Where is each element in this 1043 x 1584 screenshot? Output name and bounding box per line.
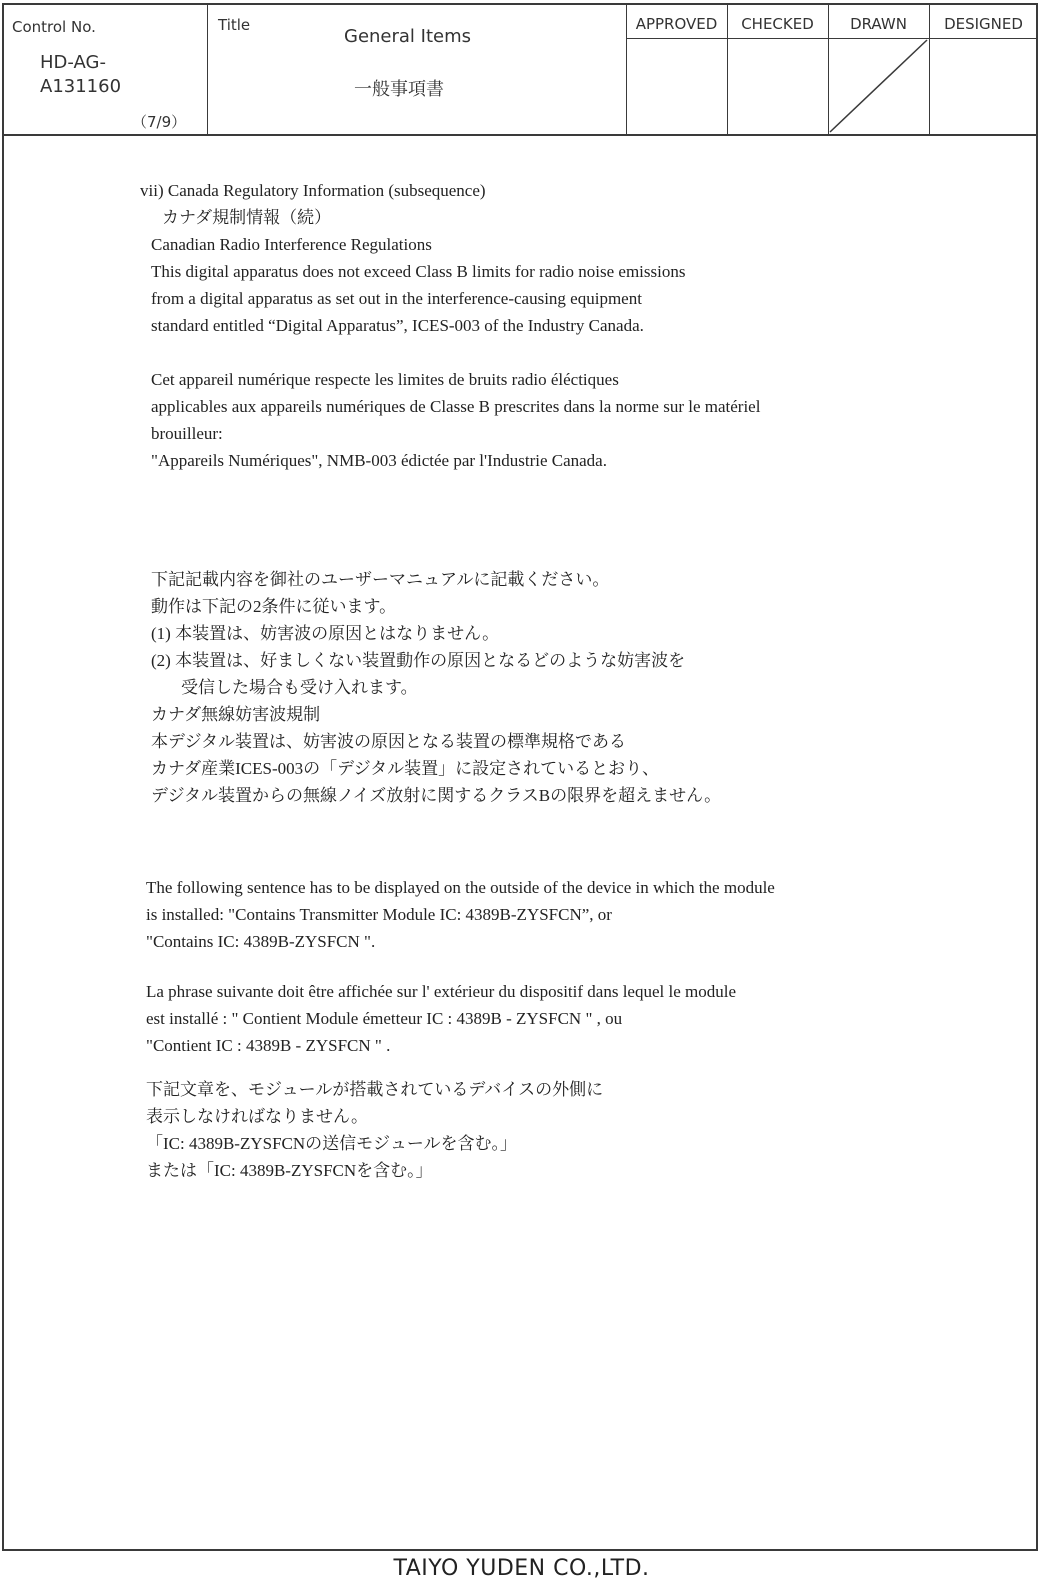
- paragraph-line: is installed: "Contains Transmitter Module IC: 4389B-ZYSFCN”, or: [146, 905, 612, 924]
- control-number-value-line2: A131160: [40, 76, 122, 97]
- paragraph-line: 「IC: 4389B-ZYSFCNの送信モジュールを含む。」: [146, 1134, 517, 1153]
- title-label: Title: [218, 16, 251, 34]
- paragraph-line: Cet appareil numérique respecte les limites de bruits radio éléctiques: [151, 370, 619, 389]
- label-requirement-en-section: [146, 874, 775, 955]
- drawn-cell-diagonal: [828, 38, 929, 134]
- paragraph-line: Canadian Radio Interference Regulations: [151, 235, 432, 254]
- paragraph-line: 表示しなければなりません。: [146, 1107, 369, 1126]
- paragraph-line: 下記文章を、モジュールが搭載されているデバイスの外側に: [146, 1080, 604, 1099]
- label-requirement-jp-section: [146, 1076, 603, 1184]
- blank-line: [140, 339, 760, 366]
- paragraph-line: "Contains IC: 4389B-ZYSFCN ".: [146, 932, 376, 951]
- paragraph-line: from a digital apparatus as set out in the interference-causing equipment: [151, 289, 642, 308]
- section-heading-jp: カナダ規制情報（続）: [162, 208, 332, 227]
- paragraph-line: "Contient IC : 4389B - ZYSFCN " .: [146, 1036, 391, 1055]
- paragraph-line: brouilleur:: [151, 424, 223, 443]
- paragraph-line: "Appareils Numériques", NMB-003 édictée par l'Industrie Canada.: [151, 451, 607, 470]
- label-requirement-fr-section: [146, 978, 736, 1059]
- paragraph-line: standard entitled “Digital Apparatus”, ICES-003 of the Industry Canada.: [151, 316, 644, 335]
- paragraph-line: 下記記載内容を御社のユーザーマニュアルに記載ください。: [151, 570, 610, 589]
- paragraph-line: 本デジタル装置は、妨害波の原因となる装置の標準規格である: [151, 732, 626, 751]
- paragraph-line: The following sentence has to be displayed on the outside of the device in which the module: [146, 878, 775, 897]
- paragraph-line: または「IC: 4389B-ZYSFCNを含む。」: [146, 1161, 433, 1180]
- designed-column-label: DESIGNED: [944, 15, 1023, 33]
- paragraph-line: 受信した場合も受け入れます。: [181, 678, 418, 697]
- jp-user-manual-section: [151, 566, 721, 809]
- drawn-column-label: DRAWN: [850, 15, 907, 33]
- document-title-en: General Items: [344, 26, 472, 47]
- paragraph-line: デジタル装置からの無線ノイズ放射に関するクラスBの限界を超えません。: [151, 786, 722, 805]
- paragraph-line: This digital apparatus does not exceed Class B limits for radio noise emissions: [151, 262, 686, 281]
- page-indicator: （7/9）: [132, 113, 187, 131]
- company-footer: TAIYO YUDEN CO.,LTD.: [393, 1556, 650, 1581]
- header-divider-title: [207, 5, 208, 134]
- paragraph-line: (1) 本装置は、妨害波の原因とはなりません。: [151, 624, 500, 643]
- paragraph-line: La phrase suivante doit être affichée sur l' extérieur du dispositif dans lequel le module: [146, 982, 737, 1001]
- header-bottom-line: [4, 134, 1036, 136]
- control-number-label: Control No.: [12, 18, 96, 36]
- document-title-jp: 一般事項書: [354, 79, 444, 100]
- paragraph-line: est installé : " Contient Module émetteur IC : 4389B - ZYSFCN " , ou: [146, 1009, 623, 1028]
- control-number-value-line1: HD-AG-: [40, 52, 106, 73]
- paragraph-line: applicables aux appareils numériques de Classe B prescrites dans la norme sur le matériel: [151, 397, 761, 416]
- paragraph-line: 動作は下記の2条件に従います。: [151, 597, 397, 616]
- section-heading: vii) Canada Regulatory Information (subsequence): [140, 181, 486, 200]
- paragraph-line: カナダ無線妨害波規制: [151, 705, 321, 724]
- checked-column-label: CHECKED: [741, 15, 814, 33]
- approved-column-label: APPROVED: [635, 15, 718, 33]
- paragraph-line: カナダ産業ICES-003の「デジタル装置」に設定されているとおり、: [151, 759, 660, 778]
- canada-regulatory-section: [140, 177, 760, 474]
- paragraph-line: (2) 本装置は、好ましくない装置動作の原因となるどのような妨害波を: [151, 651, 686, 670]
